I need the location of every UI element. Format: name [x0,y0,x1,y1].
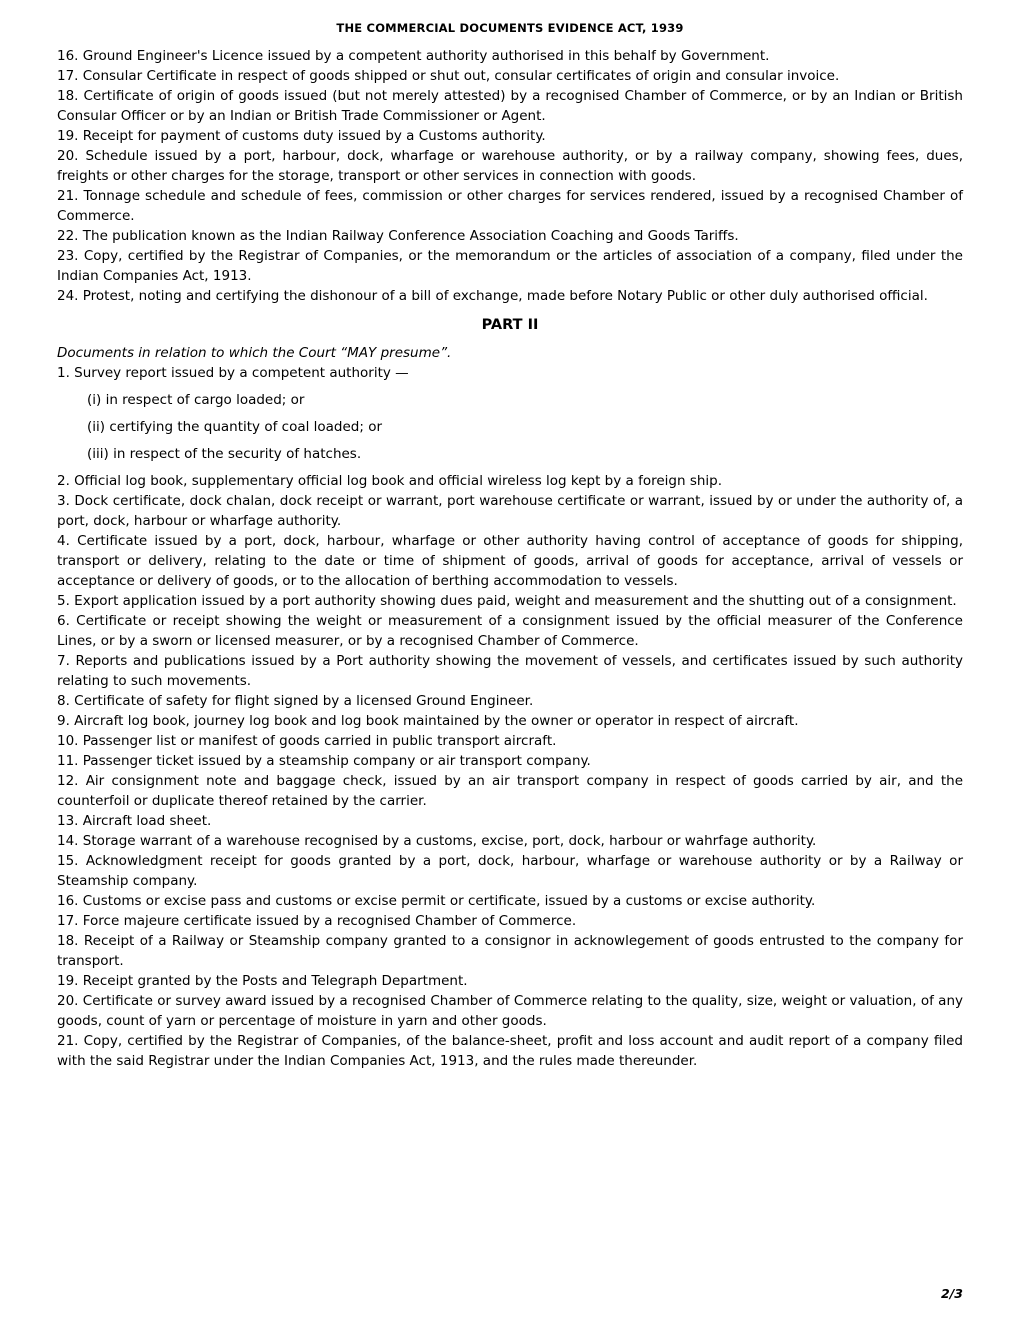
list-item: 6. Certificate or receipt showing the weight or measurement of a consignment issued by the official measurer of the Conference Lines, or by a sworn or licensed measurer, or by a recognised Chamber of Commerce. [57,613,963,649]
sub-list-item: (ii) certifying the quantity of coal loaded; or [87,419,383,435]
list-item: 8. Certificate of safety for flight signed by a licensed Ground Engineer. [57,693,534,709]
list-item: 19. Receipt for payment of customs duty issued by a Customs authority. [57,128,546,144]
list-item: 21. Copy, certified by the Registrar of Companies, of the balance-sheet, profit and loss account and audit report of a company filed with the said Registrar under the Indian Companies Act, 1913, and the rules made thereunder. [57,1033,963,1069]
list-item: 13. Aircraft load sheet. [57,813,212,829]
list-item: 20. Certificate or survey award issued by a recognised Chamber of Commerce relating to the quality, size, weight or valuation, of any goods, count of yarn or percentage of moisture in yarn and other goods. [57,993,963,1029]
page-number: 2/3 [941,1286,963,1301]
list-item: 24. Protest, noting and certifying the dishonour of a bill of exchange, made before Notary Public or other duly authorised official. [57,288,928,304]
list-item: 23. Copy, certified by the Registrar of Companies, or the memorandum or the articles of association of a company, filed under the Indian Companies Act, 1913. [57,248,963,284]
list-item: 16. Ground Engineer's Licence issued by a competent authority authorised in this behalf by Government. [57,48,770,64]
list-item: 7. Reports and publications issued by a Port authority showing the movement of vessels, and certificates issued by such authority relating to such movements. [57,653,963,689]
list-item: 15. Acknowledgment receipt for goods granted by a port, dock, harbour, wharfage or warehouse authority or by a Railway or Steamship company. [57,853,963,889]
list-item: 21. Tonnage schedule and schedule of fees, commission or other charges for services rendered, issued by a recognised Chamber of Commerce. [57,188,963,224]
list-item: 3. Dock certificate, dock chalan, dock receipt or warrant, port warehouse certificate or warrant, issued by or under the authority of, a port, dock, harbour or wharfage authority. [57,493,963,529]
document-title: THE COMMERCIAL DOCUMENTS EVIDENCE ACT, 1939 [336,21,684,35]
list-item: 22. The publication known as the Indian Railway Conference Association Coaching and Goods Tariffs. [57,228,739,244]
list-item: 14. Storage warrant of a warehouse recognised by a customs, excise, port, dock, harbour or wahrfage authority. [57,833,817,849]
list-item: 1. Survey report issued by a competent authority — [57,365,409,381]
sub-list-item: (iii) in respect of the security of hatches. [87,446,362,462]
list-item: 9. Aircraft log book, journey log book and log book maintained by the owner or operator in respect of aircraft. [57,713,799,729]
list-item: 19. Receipt granted by the Posts and Telegraph Department. [57,973,468,989]
list-item: 2. Official log book, supplementary official log book and official wireless log kept by a foreign ship. [57,473,723,489]
list-item: 20. Schedule issued by a port, harbour, dock, wharfage or warehouse authority, or by a railway company, showing fees, dues, freights or other charges for the storage, transport or other services in connection with goods. [57,148,963,184]
part2-intro: Documents in relation to which the Court “MAY presume”. [57,345,452,361]
list-item: 18. Certificate of origin of goods issued (but not merely attested) by a recognised Chamber of Commerce, or by an Indian or British Consular Officer or by an Indian or British Trade Commissioner or Agent. [57,88,963,124]
list-item: 5. Export application issued by a port authority showing dues paid, weight and measurement and the shutting out of a consignment. [57,593,957,609]
list-item: 12. Air consignment note and baggage check, issued by an air transport company in respect of goods carried by air, and the counterfoil or duplicate thereof retained by the carrier. [57,773,963,809]
sub-list-item: (i) in respect of cargo loaded; or [87,392,305,408]
part2-heading: PART II [481,317,539,333]
list-item: 11. Passenger ticket issued by a steamship company or air transport company. [57,753,591,769]
list-item: 4. Certificate issued by a port, dock, harbour, wharfage or other authority having control of acceptance of goods for shipping, transport or delivery, relating to the date or time of shipment of goods, arrival of goods for acceptance, arrival of vessels or acceptance or delivery of goods, or to the allocation of berthing accommodation to vessels. [57,533,963,589]
list-item: 16. Customs or excise pass and customs or excise permit or certificate, issued by a customs or excise authority. [57,893,816,909]
list-item: 17. Consular Certificate in respect of goods shipped or shut out, consular certificates of origin and consular invoice. [57,68,840,84]
list-item: 18. Receipt of a Railway or Steamship company granted to a consignor in acknowlegement of goods entrusted to the company for transport. [57,933,963,969]
list-item: 17. Force majeure certificate issued by a recognised Chamber of Commerce. [57,913,577,929]
list-item: 10. Passenger list or manifest of goods carried in public transport aircraft. [57,733,557,749]
